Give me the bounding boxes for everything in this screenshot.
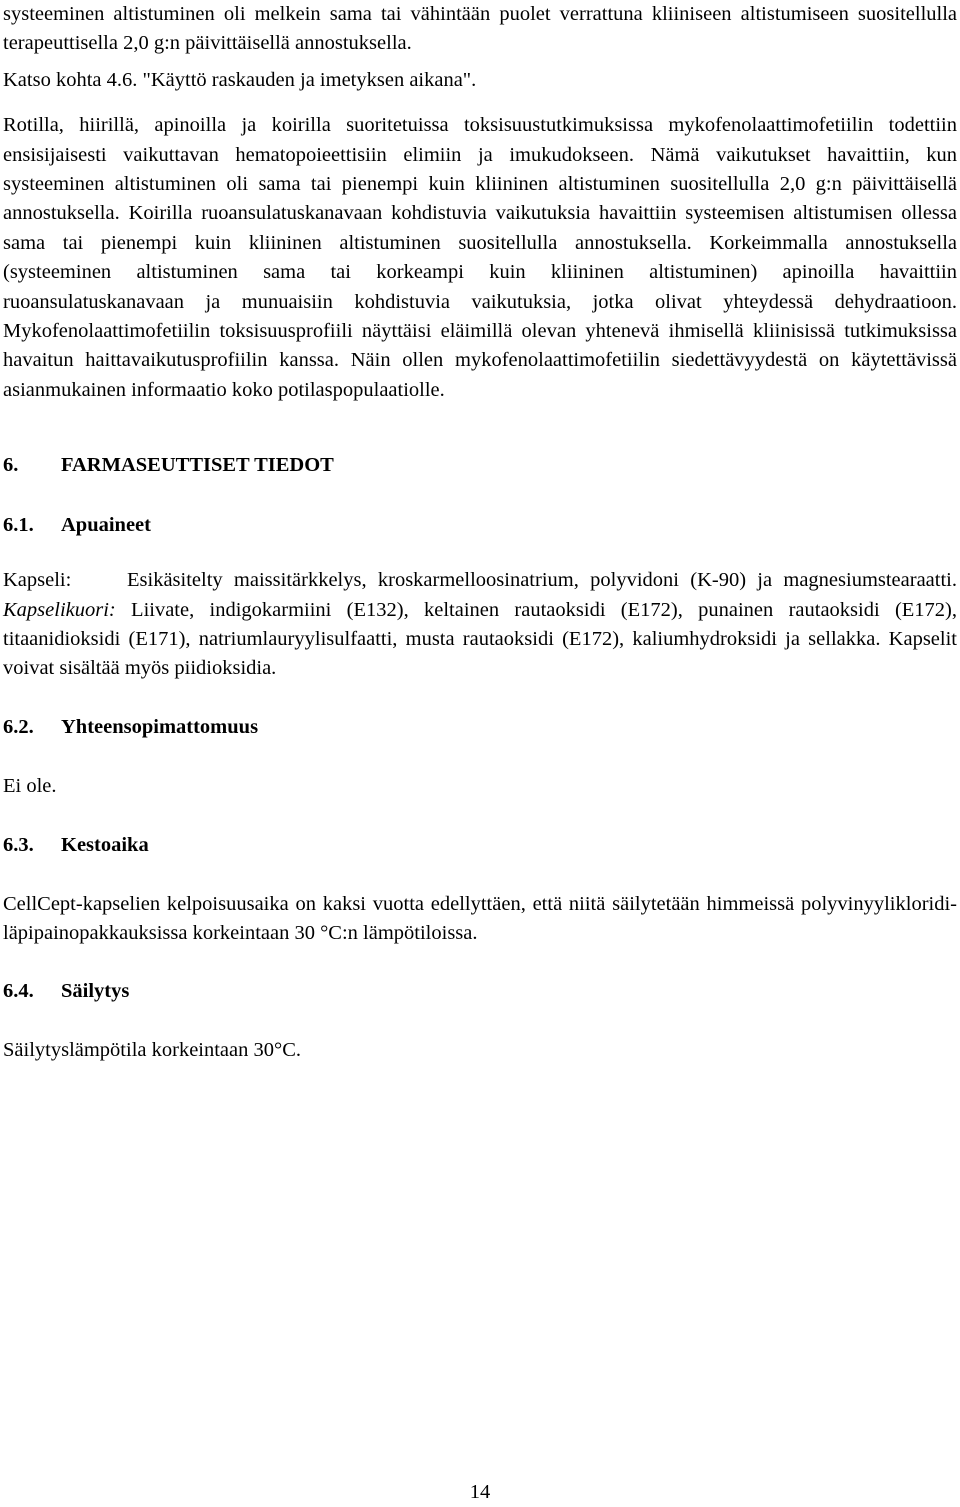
capsule-extra-text: Kapselit voivat sisältää myös piidioksidia.	[3, 627, 957, 680]
section-title: Kestoaika	[61, 833, 149, 856]
section-6-1-heading	[3, 511, 957, 540]
section-6-4-heading	[3, 977, 957, 1006]
section-6-heading	[3, 451, 957, 480]
section-6-2-heading	[3, 713, 957, 742]
capsule-label: Kapseli:	[3, 569, 72, 592]
toxicity-paragraph: Rotilla, hiirillä, apinoilla ja koirilla suoritetuissa toksisuustutkimuksissa mykofenolaattimofetiilin todettiin ensisijaisesti vaikuttavan hematopoieettisiin elimiin ja imukudokseen. Nämä vaikutukset havaittiin, kun systeeminen altistuminen oli sama tai pienempi kuin kliininen altistuminen suositellulla 2,0 g:n päivittäisellä annostuksella. Koirilla ruoansulatuskanavaan kohdistuvia vaikutuksia havaittiin systeemisen altistumisen ollessa sama tai pienempi kuin kliininen altistuminen suositellulla annostuksella. Korkeimmalla annostuksella (systeeminen altistuminen sama tai korkeampi kuin kliininen altistuminen) apinoilla havaittiin ruoansulatuskanavaan ja munuaisiin kohdistuvia vaikutuksia, jotka olivat yhteydessä dehydraatioon. Mykofenolaattimofetiilin toksisuusprofiili näyttäisi eläimillä olevan yhtenevä ihmisellä kliinisissä tutkimuksissa havaitun haittavaikutusprofiilin kanssa. Näin ollen mykofenolaattimofetiilin siedettävyydestä on käytettävissä asianmukainen informaatio koko potilaspopulaatiolle.	[3, 114, 957, 401]
intro-paragraph: systeeminen altistuminen oli melkein sama tai vähintään puolet verrattuna kliiniseen altistumiseen suositellulla terapeuttisella 2,0 g:n päivittäisellä annostuksella.	[3, 3, 957, 55]
section-number: 6.3.	[3, 833, 34, 856]
section-title: FARMASEUTTISET TIEDOT	[61, 454, 334, 477]
reference-line: Katso kohta 4.6. "Käyttö raskauden ja imetyksen aikana".	[3, 68, 477, 91]
section-number: 6.1.	[3, 513, 34, 536]
section-number: 6.	[3, 454, 19, 477]
section-title: Säilytys	[61, 979, 130, 1002]
section-number: 6.4.	[3, 979, 34, 1002]
section-number: 6.2.	[3, 715, 34, 738]
excipients-paragraph	[3, 566, 957, 684]
section-6-3-heading	[3, 831, 957, 860]
incompatibilities-text: Ei ole.	[3, 775, 57, 798]
capsule-shell-text: Liivate, indigokarmiini (E132), keltainen rautaoksidi (E172), punainen rautaoksidi (E172), titaanidioksidi (E171), natriumlauryylisulfaatti, musta rautaoksidi (E172), kaliumhydroksidi ja sellakka.	[3, 598, 958, 650]
capsule-shell-label: Kapselikuori:	[3, 598, 116, 621]
page-number: 14	[469, 1481, 491, 1503]
section-title: Apuaineet	[61, 513, 151, 536]
document-page	[3, 0, 957, 1066]
shelf-life-paragraph: CellCept-kapselien kelpoisuusaika on kaksi vuotta edellyttäen, että niitä säilytetään himmeissä polyvinyylikloridi-läpipainopakkauksissa korkeintaan 30 °C:n lämpötiloissa.	[3, 892, 957, 945]
capsule-text: Esikäsitelty maissitärkkelys, kroskarmelloosinatrium, polyvidoni (K-90) ja magnesiumstearaatti.	[127, 569, 957, 592]
section-title: Yhteensopimattomuus	[61, 715, 259, 738]
storage-text: Säilytyslämpötila korkeintaan 30°C.	[3, 1039, 302, 1062]
